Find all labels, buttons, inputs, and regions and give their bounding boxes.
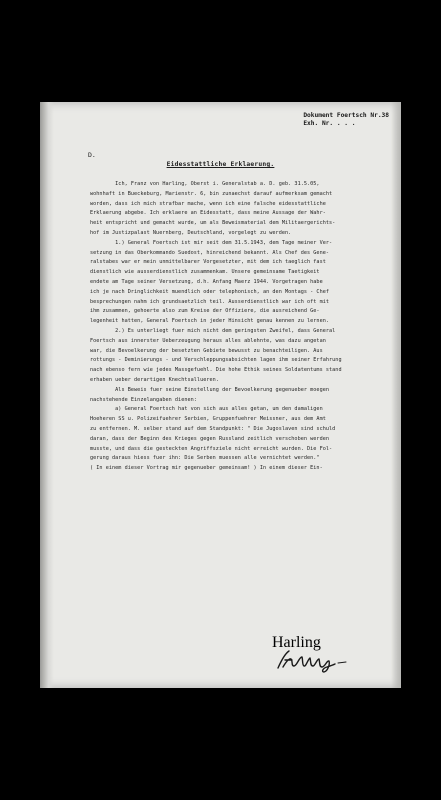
text-line: Als Beweis fuer seine Einstellung der Bevoelkerung gegenueber moegen <box>90 386 330 393</box>
text-line: ich je nach Dringlichkeit muendlich oder telephonisch, an den Montags - Chef <box>90 288 330 295</box>
text-line: setzung in das Oberkommando Suedost, hinreichend bekannt. Als Chef des Gene- <box>90 249 330 256</box>
text-line: nachstehende Einzelangaben dienen: <box>90 396 197 403</box>
text-line: wohnhaft in Bueckeburg, Marienstr. 6, bin zunaechst darauf aufmerksam gemacht <box>90 190 333 197</box>
text-line: dienstlich wie ausserdienstlich zusammenkam. Unsere gemeinsame Taetigkeit <box>90 269 320 276</box>
text-line: ihm zusammen, gehoerte also zum Kreise der Offiziere, die ausreichend Ge- <box>90 308 320 315</box>
text-line: Ich, Franz von Harling, Oberst i. Generalstab a. D. geb. 31.5.05, <box>90 181 320 187</box>
text-line: hof im Justizpalast Nuernberg, Deutschland, vorgelegt zu werden. <box>90 229 292 236</box>
text-line: ( In einem dieser Vortrag mir gegenueber gemeinsam! ) In einem dieser Ein- <box>90 465 323 472</box>
text-line: erhaben ueber derartigen Knechtsallueren. <box>90 376 219 383</box>
document-page <box>40 102 401 688</box>
exhibit-number-label: Exh. Nr. . . . <box>303 120 356 127</box>
text-line: 1.) General Foertsch ist mir seit dem 31.5.1943, dem Tage meiner Ver- <box>90 239 333 246</box>
document-body <box>90 180 389 474</box>
signature-text: Harling <box>272 634 321 651</box>
text-line: rottungs - Deminierungs - und Verschleppungsabsichten lagen ihm seiner Erfahrung <box>90 357 342 364</box>
document-title: Eidesstattliche Erklaerung. <box>166 161 275 168</box>
text-line: besprechungen nahm ich grundsaetzlich teil. Ausserdienstlich war ich oft mit <box>90 298 330 305</box>
text-line: a) General Foertsch hat von sich aus alles getan, um den damaligen <box>90 406 323 413</box>
text-line: Erklaerung abgebe. Ich erklaere an Eidesstatt, dass meine Aussage der Wahr- <box>90 210 326 217</box>
text-line: nach ebenso fern wie jedes Massgefuehl. Die hohe Ethik seines Soldatentums stand <box>90 367 342 374</box>
text-line: endete am Tage seiner Versetzung, d.h. Anfang Maerz 1944. Vorgetragen habe <box>90 278 323 285</box>
text-line: daran, dass der Beginn des Krieges gegen Russland zeitlich verschoben werden <box>90 435 330 442</box>
text-line: heit entspricht und gemacht wurde, um als Beweismaterial dem Militaergerichts- <box>90 220 336 227</box>
text-line: 2.) Es unterliegt fuer mich nicht dem geringsten Zweifel, dass General <box>90 327 336 334</box>
text-line: zu entfernen. M. selber stand auf dem Standpunkt: " Die Jugoslaven sind schuld <box>90 425 336 432</box>
text-line: Hoeheren SS u. Polizeifuehrer Serbien, Gruppenfuehrer Meissner, aus dem Amt <box>90 416 326 423</box>
text-line: worden, dass ich mich strafbar mache, wenn ich eine falsche eidesstattliche <box>90 200 326 207</box>
document-header <box>303 112 389 128</box>
text-line: war, die Bevoelkerung der besetzten Gebiete bewusst zu benachteiligen. Aus <box>90 347 323 354</box>
text-line: gerung daraus hiess fuer ihn: Die Serben muessen alle vernichtet werden." <box>90 455 320 462</box>
section-marker: D. <box>88 151 96 159</box>
document-number-label: Dokument Foertsch Nr.38 <box>303 112 389 119</box>
text-line: Foertsch aus innerster Ueberzeugung heraus alles ablehnte, was dazu angetan <box>90 337 326 344</box>
handwritten-signature <box>272 634 352 673</box>
text-line: musste, und dass die gesteckten Angriffsziele nicht erreicht wurden. Die Fol- <box>90 445 333 452</box>
text-line: legenheit hatten, General Foertsch in jeder Hinsicht genau kennen zu lernen. <box>90 318 330 325</box>
text-line: ralstabes war er mein unmittelbarer Vorgesetzter, mit dem ich taeglich fast <box>90 259 326 266</box>
